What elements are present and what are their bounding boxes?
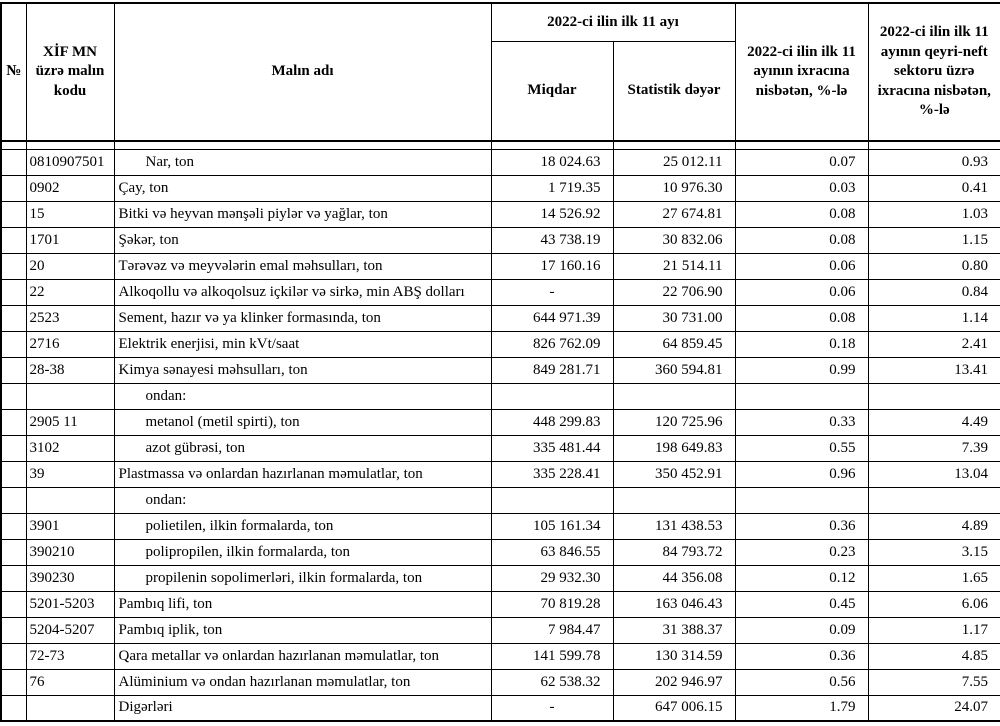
table-row [1,357,1000,383]
cell-statistik: 130 314.59 [613,643,735,669]
cell-nonoil-share: 24.07 [868,695,1000,721]
cell-export-share: 0.96 [735,461,868,487]
cell-no [1,141,26,149]
cell-nonoil-share: 13.04 [868,461,1000,487]
cell-export-share: 0.45 [735,591,868,617]
col-header-no: № [1,3,26,141]
cell-miqdar [491,383,613,409]
cell-nonoil-share: 1.15 [868,227,1000,253]
cell-name: Alkoqollu və alkoqolsuz içkilər və sirkə, min ABŞ dolları [114,279,491,305]
cell-miqdar: 63 846.55 [491,539,613,565]
cell-code: 2905 11 [26,409,114,435]
table-row [1,279,1000,305]
cell-miqdar: 18 024.63 [491,149,613,175]
cell-export-share [735,383,868,409]
cell-statistik: 10 976.30 [613,175,735,201]
cell-statistik: 202 946.97 [613,669,735,695]
cell-miqdar: - [491,279,613,305]
cell-export-share: 0.55 [735,435,868,461]
cell-code [26,487,114,513]
cell-export-share: 0.33 [735,409,868,435]
col-header-name: Malın adı [114,3,491,141]
cell-miqdar: - [491,695,613,721]
cell-code: 72-73 [26,643,114,669]
cell-nonoil-share: 4.85 [868,643,1000,669]
table-row [1,409,1000,435]
cell-statistik: 84 793.72 [613,539,735,565]
cell-name: metanol (metil spirti), ton [114,409,491,435]
cell-statistik: 22 706.90 [613,279,735,305]
cell-name: Kimya sənayesi məhsulları, ton [114,357,491,383]
cell-code: 390230 [26,565,114,591]
cell-export-share: 0.03 [735,175,868,201]
cell-no [1,305,26,331]
cell-statistik: 198 649.83 [613,435,735,461]
cell-statistik: 44 356.08 [613,565,735,591]
cell-export-share: 0.36 [735,513,868,539]
cell-no [1,149,26,175]
cell-statistik: 30 832.06 [613,227,735,253]
table-row [1,331,1000,357]
cell-miqdar [491,487,613,513]
cell-code [26,383,114,409]
cell-code: 39 [26,461,114,487]
cell-name: ondan: [114,383,491,409]
cell-miqdar: 14 526.92 [491,201,613,227]
cell-no [1,201,26,227]
cell-export-share: 0.12 [735,565,868,591]
cell-statistik: 163 046.43 [613,591,735,617]
cell-no [1,695,26,721]
cell-export-share: 0.08 [735,201,868,227]
cell-export-share: 0.23 [735,539,868,565]
cell-name: Qara metallar və onlardan hazırlanan məmulatlar, ton [114,643,491,669]
cell-name: Sement, hazır və ya klinker formasında, ton [114,305,491,331]
cell-name: Şəkər, ton [114,227,491,253]
cell-nonoil-share: 6.06 [868,591,1000,617]
table-row [1,695,1000,721]
cell-export-share: 0.56 [735,669,868,695]
cell-code: 0810907501 [26,149,114,175]
cell-code: 5201-5203 [26,591,114,617]
col-header-miqdar: Miqdar [491,41,613,141]
table-row [1,435,1000,461]
cell-no [1,487,26,513]
cell-code [26,141,114,149]
col-header-export-share: 2022-ci ilin ilk 11 ayının ixracına nisbətən, %-lə [735,3,868,141]
cell-code: 0902 [26,175,114,201]
cell-no [1,565,26,591]
cell-no [1,617,26,643]
cell-miqdar [491,141,613,149]
cell-statistik: 64 859.45 [613,331,735,357]
cell-statistik: 25 012.11 [613,149,735,175]
cell-export-share: 0.08 [735,305,868,331]
cell-export-share [735,141,868,149]
table-row [1,487,1000,513]
cell-name [114,141,491,149]
table-row [1,617,1000,643]
cell-nonoil-share: 2.41 [868,331,1000,357]
table-body [1,141,1000,721]
cell-no [1,435,26,461]
cell-miqdar: 62 538.32 [491,669,613,695]
cell-code: 1701 [26,227,114,253]
header-row-group [1,3,1000,41]
cell-statistik [613,487,735,513]
export-statistics-table [0,2,1000,722]
cell-name: Tərəvəz və meyvələrin emal məhsulları, ton [114,253,491,279]
cell-statistik: 360 594.81 [613,357,735,383]
cell-statistik [613,141,735,149]
cell-name: Çay, ton [114,175,491,201]
cell-code: 390210 [26,539,114,565]
cell-code: 3102 [26,435,114,461]
cell-export-share: 0.08 [735,227,868,253]
cell-statistik: 120 725.96 [613,409,735,435]
col-header-group-2022: 2022-ci ilin ilk 11 ayı [491,3,735,41]
cell-nonoil-share: 3.15 [868,539,1000,565]
cell-statistik: 647 006.15 [613,695,735,721]
cell-code: 28-38 [26,357,114,383]
cell-nonoil-share: 0.93 [868,149,1000,175]
cell-code: 2523 [26,305,114,331]
cell-name: Pambıq iplik, ton [114,617,491,643]
table-row [1,253,1000,279]
cell-miqdar: 335 228.41 [491,461,613,487]
cell-code: 76 [26,669,114,695]
cell-export-share: 0.06 [735,279,868,305]
cell-no [1,409,26,435]
cell-nonoil-share: 4.89 [868,513,1000,539]
cell-nonoil-share: 4.49 [868,409,1000,435]
cell-code: 20 [26,253,114,279]
col-header-statistik: Statistik dəyər [613,41,735,141]
cell-no [1,669,26,695]
cell-no [1,591,26,617]
cell-code: 5204-5207 [26,617,114,643]
cell-name: Nar, ton [114,149,491,175]
cell-nonoil-share: 7.55 [868,669,1000,695]
cell-statistik: 27 674.81 [613,201,735,227]
cell-no [1,331,26,357]
table-row [1,461,1000,487]
table-row [1,227,1000,253]
cell-name: polietilen, ilkin formalarda, ton [114,513,491,539]
cell-miqdar: 7 984.47 [491,617,613,643]
cell-miqdar: 70 819.28 [491,591,613,617]
cell-nonoil-share: 1.65 [868,565,1000,591]
cell-export-share: 0.06 [735,253,868,279]
cell-no [1,357,26,383]
cell-export-share [735,487,868,513]
cell-code: 22 [26,279,114,305]
cell-no [1,175,26,201]
cell-nonoil-share: 13.41 [868,357,1000,383]
table-header [1,3,1000,141]
cell-no [1,461,26,487]
cell-miqdar: 141 599.78 [491,643,613,669]
table-row [1,591,1000,617]
table-row [1,305,1000,331]
cell-no [1,513,26,539]
table-row [1,383,1000,409]
table-row [1,643,1000,669]
cell-name: Elektrik enerjisi, min kVt/saat [114,331,491,357]
cell-statistik: 21 514.11 [613,253,735,279]
cell-miqdar: 17 160.16 [491,253,613,279]
cell-no [1,383,26,409]
cell-name: azot gübrəsi, ton [114,435,491,461]
cell-no [1,279,26,305]
cell-miqdar: 1 719.35 [491,175,613,201]
cell-miqdar: 448 299.83 [491,409,613,435]
cell-nonoil-share [868,487,1000,513]
cell-code [26,695,114,721]
cell-export-share: 0.18 [735,331,868,357]
cell-nonoil-share: 0.41 [868,175,1000,201]
table-row [1,201,1000,227]
cell-export-share: 1.79 [735,695,868,721]
table-row [1,513,1000,539]
cell-nonoil-share: 1.03 [868,201,1000,227]
cell-statistik [613,383,735,409]
cell-no [1,539,26,565]
cell-statistik: 131 438.53 [613,513,735,539]
cell-nonoil-share [868,383,1000,409]
col-header-code: XİF MN üzrə malın kodu [26,3,114,141]
table-row [1,175,1000,201]
table-row [1,565,1000,591]
cell-miqdar: 29 932.30 [491,565,613,591]
cell-code: 2716 [26,331,114,357]
cell-nonoil-share [868,141,1000,149]
cell-name: propilenin sopolimerləri, ilkin formalarda, ton [114,565,491,591]
cell-name: Pambıq lifi, ton [114,591,491,617]
cell-miqdar: 644 971.39 [491,305,613,331]
cell-statistik: 31 388.37 [613,617,735,643]
cell-miqdar: 43 738.19 [491,227,613,253]
cell-nonoil-share: 1.17 [868,617,1000,643]
cell-nonoil-share: 0.80 [868,253,1000,279]
cell-nonoil-share: 0.84 [868,279,1000,305]
cell-miqdar: 826 762.09 [491,331,613,357]
table-row [1,669,1000,695]
cell-name: ondan: [114,487,491,513]
col-header-nonoil-share: 2022-ci ilin ilk 11 ayının qeyri-neft sektoru üzrə ixracına nisbətən, %-lə [868,3,1000,141]
cell-name: polipropilen, ilkin formalarda, ton [114,539,491,565]
cell-no [1,253,26,279]
cell-name: Plastmassa və onlardan hazırlanan məmulatlar, ton [114,461,491,487]
cell-miqdar: 849 281.71 [491,357,613,383]
cell-statistik: 350 452.91 [613,461,735,487]
cell-export-share: 0.99 [735,357,868,383]
table-row [1,149,1000,175]
cell-code: 3901 [26,513,114,539]
cell-nonoil-share: 1.14 [868,305,1000,331]
cell-no [1,227,26,253]
cell-export-share: 0.09 [735,617,868,643]
cell-name: Alüminium və ondan hazırlanan məmulatlar, ton [114,669,491,695]
cell-code: 15 [26,201,114,227]
cell-name: Digərləri [114,695,491,721]
cell-export-share: 0.07 [735,149,868,175]
cell-nonoil-share: 7.39 [868,435,1000,461]
cell-miqdar: 105 161.34 [491,513,613,539]
cell-name: Bitki və heyvan mənşəli piylər və yağlar, ton [114,201,491,227]
cell-statistik: 30 731.00 [613,305,735,331]
cell-miqdar: 335 481.44 [491,435,613,461]
table-row [1,539,1000,565]
spacer-row [1,141,1000,149]
cell-no [1,643,26,669]
cell-export-share: 0.36 [735,643,868,669]
